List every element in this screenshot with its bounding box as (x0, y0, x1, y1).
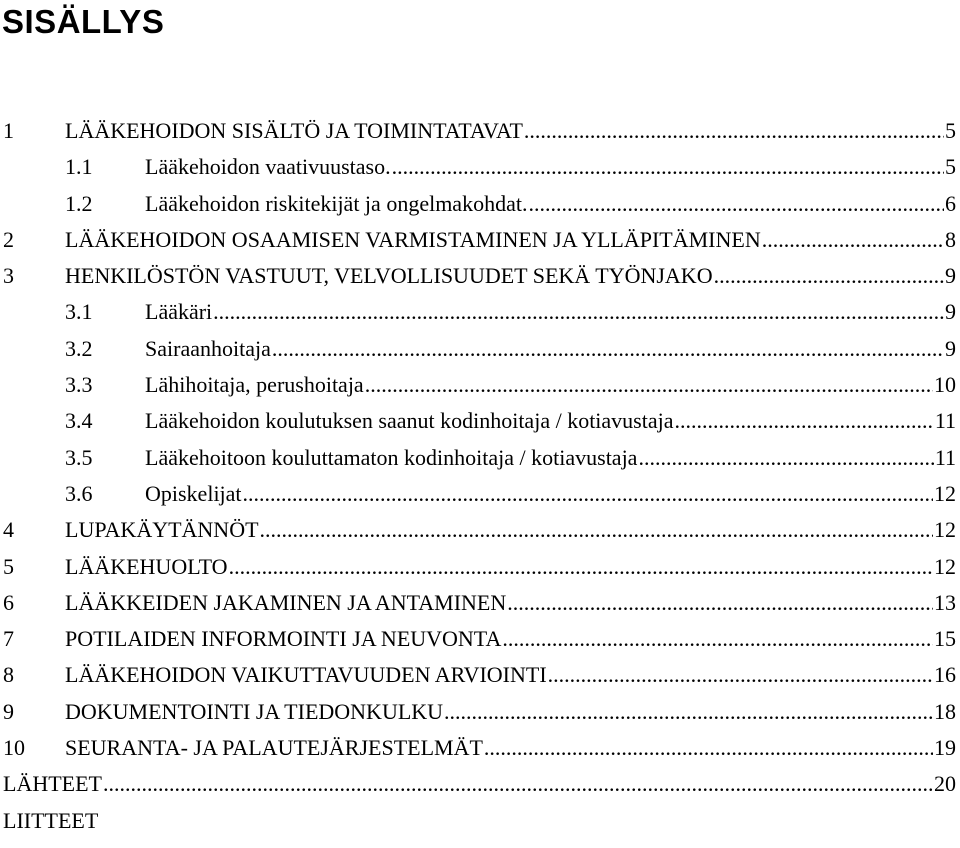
toc-entry-number: 10 (3, 735, 25, 761)
toc-dot-leader (638, 440, 933, 476)
toc-entry[interactable] (0, 549, 960, 585)
toc-dot-leader (762, 222, 944, 258)
toc-entry-label: LÄÄKEHOIDON VAIKUTTAVUUDEN ARVIOINTI (65, 662, 547, 688)
toc-entry[interactable] (0, 694, 960, 730)
toc-dot-leader (484, 730, 933, 766)
toc-dot-leader (260, 512, 933, 548)
toc-entry-label: Lääkehoidon koulutuksen saanut kodinhoitaja / kotiavustaja (145, 408, 674, 434)
toc-entry-page: 10 (934, 372, 956, 398)
toc-entry-number: 2 (3, 226, 14, 252)
toc-dot-leader (528, 186, 944, 222)
toc-entry-label: DOKUMENTOINTI JA TIEDONKULKU (65, 698, 444, 724)
toc-entry-page: 13 (934, 589, 956, 615)
toc-entry-number: 6 (3, 589, 14, 615)
toc-entry[interactable] (0, 294, 960, 330)
toc-entry-label: Sairaanhoitaja (145, 335, 271, 361)
toc-entry-page: 19 (934, 735, 956, 761)
toc-entry-page: 12 (934, 480, 956, 506)
toc-dot-leader (675, 403, 934, 439)
toc-entry-label: POTILAIDEN INFORMOINTI JA NEUVONTA (65, 626, 502, 652)
toc-entry-label: LÄÄKEHOIDON SISÄLTÖ JA TOIMINTATAVAT (65, 118, 523, 143)
toc-entry[interactable] (0, 803, 960, 839)
toc-entry-page: 11 (934, 408, 956, 434)
toc-entry-label: LIITTEET (3, 807, 99, 833)
toc-entry-number: 9 (3, 698, 14, 724)
toc-dot-leader (103, 766, 933, 802)
toc-dot-leader (272, 331, 944, 367)
toc-entry-page: 16 (934, 662, 956, 688)
toc-entry-label: SEURANTA- JA PALAUTEJÄRJESTELMÄT (65, 735, 483, 761)
toc-entry-page: 5 (945, 154, 956, 180)
toc-entry[interactable] (0, 367, 960, 403)
toc-entry-number: 7 (3, 626, 14, 652)
toc-dot-leader (548, 657, 933, 693)
toc-entry[interactable] (0, 766, 960, 802)
toc-entry-label: Lääkehoidon riskitekijät ja ongelmakohdat. (145, 190, 528, 216)
table-of-contents (0, 113, 960, 839)
toc-entry[interactable] (0, 222, 960, 258)
toc-entry-page: 12 (934, 553, 956, 579)
toc-entry[interactable] (0, 730, 960, 766)
toc-entry[interactable] (0, 621, 960, 657)
toc-entry-page: 18 (934, 698, 956, 724)
toc-entry[interactable] (0, 512, 960, 548)
toc-entry-page: 9 (945, 263, 956, 289)
toc-entry-number: 3.3 (65, 372, 93, 398)
toc-entry-number: 1 (3, 118, 14, 143)
toc-entry[interactable] (0, 657, 960, 693)
toc-entry-page: 8 (945, 226, 956, 252)
toc-entry-page: 9 (945, 299, 956, 325)
toc-entry[interactable] (0, 440, 960, 476)
toc-entry-number: 3.5 (65, 444, 93, 470)
toc-entry-label: HENKILÖSTÖN VASTUUT, VELVOLLISUUDET SEKÄ TYÖNJAKO (65, 263, 713, 289)
toc-entry-label: LUPAKÄYTÄNNÖT (65, 517, 259, 543)
toc-entry-label: Lääkäri (145, 299, 213, 325)
toc-entry-number: 1.1 (65, 154, 93, 180)
toc-dot-leader (229, 549, 933, 585)
toc-dot-leader (243, 476, 933, 512)
toc-entry[interactable] (0, 149, 960, 185)
toc-entry-number: 5 (3, 553, 14, 579)
toc-entry-number: 8 (3, 662, 14, 688)
toc-entry[interactable] (0, 113, 960, 149)
toc-entry-number: 3.1 (65, 299, 93, 325)
toc-entry-label: Opiskelijat (145, 480, 242, 506)
toc-dot-leader (507, 585, 933, 621)
toc-dot-leader (213, 294, 944, 330)
toc-entry-number: 3.6 (65, 480, 93, 506)
toc-entry-label: LÄÄKEHOIDON OSAAMISEN VARMISTAMINEN JA YLLÄPITÄMINEN (65, 226, 761, 252)
toc-entry[interactable] (0, 476, 960, 512)
toc-entry-label: Lähihoitaja, perushoitaja (145, 372, 364, 398)
toc-entry-label: Lääkehoidon vaativuustaso. (145, 154, 391, 180)
toc-entry[interactable] (0, 403, 960, 439)
toc-dot-leader (365, 367, 933, 403)
toc-entry-page: 15 (934, 626, 956, 652)
toc-entry-label: LÄÄKKEIDEN JAKAMINEN JA ANTAMINEN (65, 589, 507, 615)
toc-entry-page: 9 (945, 335, 956, 361)
toc-dot-leader (392, 149, 944, 185)
toc-entry-page: 11 (934, 444, 956, 470)
toc-dot-leader (444, 694, 933, 730)
toc-entry-label: LÄHTEET (3, 771, 102, 797)
toc-entry[interactable] (0, 585, 960, 621)
toc-entry[interactable] (0, 186, 960, 222)
toc-entry-page: 6 (945, 190, 956, 216)
toc-entry-label: LÄÄKEHUOLTO (65, 553, 228, 579)
toc-entry-page: 12 (934, 517, 956, 543)
toc-entry-page: 5 (945, 118, 956, 143)
toc-entry-number: 4 (3, 517, 14, 543)
toc-entry-page: 20 (934, 771, 956, 797)
toc-entry-number: 3 (3, 263, 14, 289)
toc-dot-leader (714, 258, 944, 294)
page-title: SISÄLLYS (2, 3, 165, 40)
toc-entry-number: 3.4 (65, 408, 93, 434)
toc-entry[interactable] (0, 258, 960, 294)
toc-dot-leader (524, 113, 944, 149)
toc-entry-label: Lääkehoitoon kouluttamaton kodinhoitaja / kotiavustaja (145, 444, 638, 470)
toc-dot-leader (502, 621, 933, 657)
toc-entry-number: 1.2 (65, 190, 93, 216)
toc-entry-number: 3.2 (65, 335, 93, 361)
toc-entry[interactable] (0, 331, 960, 367)
